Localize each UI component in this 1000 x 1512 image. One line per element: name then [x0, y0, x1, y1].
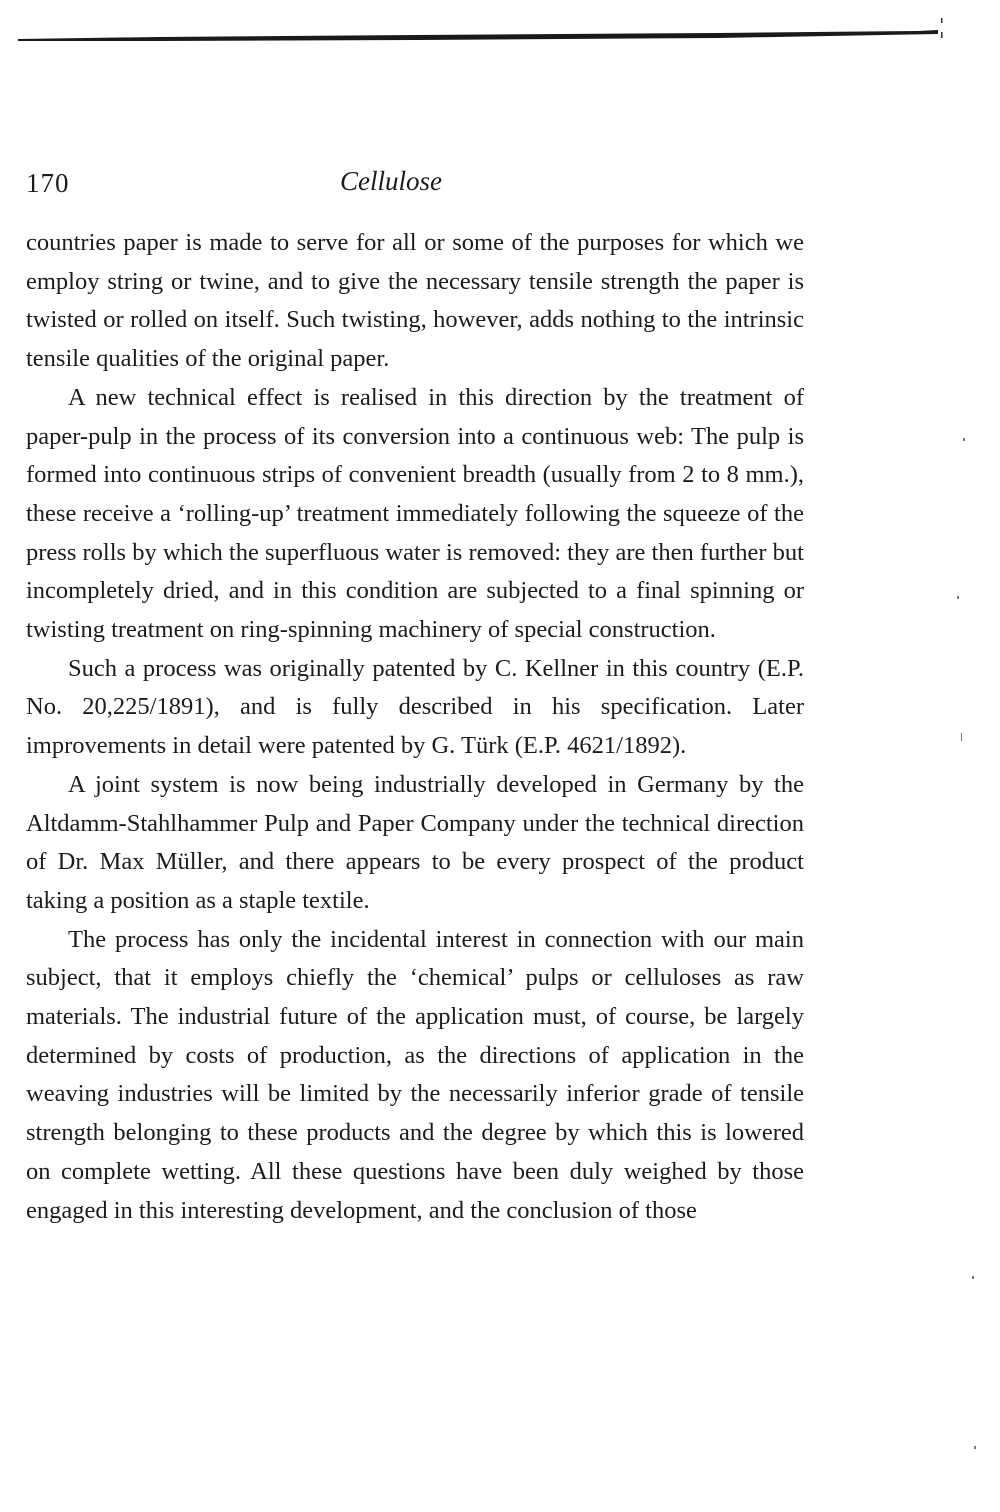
- paragraph: A new technical effect is realised in this direction by the treatment of paper-pulp in the process of its conversion into a continuous web: The pulp is formed into continuous strips of convenient breadth (usually from 2 to 8 mm.), these receive a ‘rolling-up’ treatment immediately following the squeeze of the press rolls by which the superfluous water is removed: they are then further but incompletely dried, and in this condition are subjected to a final spinning or twisting treatment on ring-spinning machinery of special construction.: [26, 383, 804, 644]
- paragraph: Such a process was originally patented by C. Kellner in this country (E.P. No. 20,225/1891), and is fully described in his specification. Later improvements in detail were patented by G. Türk (E.P. 4621/1892).: [26, 654, 804, 760]
- body-text: [26, 224, 804, 1230]
- paragraph: The process has only the incidental interest in connection with our main subject, that it employs chiefly the ‘chemical’ pulps or celluloses as raw materials. The industrial future of the application must, of course, be largely determined by costs of production, as the directions of application in the weaving industries will be limited by the necessarily inferior grade of tensile strength belonging to these products and the degree by which this is lowered on complete wetting. All these questions have been duly weighed by those engaged in this interesting development, and the conclusion of those: [26, 925, 804, 1224]
- scan-speck: [957, 596, 959, 599]
- scan-speck: [961, 733, 962, 741]
- edge-marks: [940, 18, 943, 40]
- running-title: Cellulose: [340, 166, 442, 196]
- paragraph: countries paper is made to serve for all or some of the purposes for which we employ string or twine, and to give the necessary tensile strength the paper is twisted or rolled on itself. Such twisting, however, adds nothing to the intrinsic tensile qualities of the original paper.: [26, 229, 804, 373]
- paragraph: A joint system is now being industrially developed in Germany by the Altdamm-Stahlhammer Pulp and Paper Company under the technical direction of Dr. Max Müller, and there appears to be every prospect of the product taking a position as a staple textile.: [26, 770, 804, 914]
- page-number: 170: [26, 168, 70, 198]
- scan-speck: [972, 1276, 974, 1279]
- scan-speck: [974, 1446, 976, 1449]
- top-rule: [18, 30, 938, 42]
- scan-speck: [963, 438, 965, 441]
